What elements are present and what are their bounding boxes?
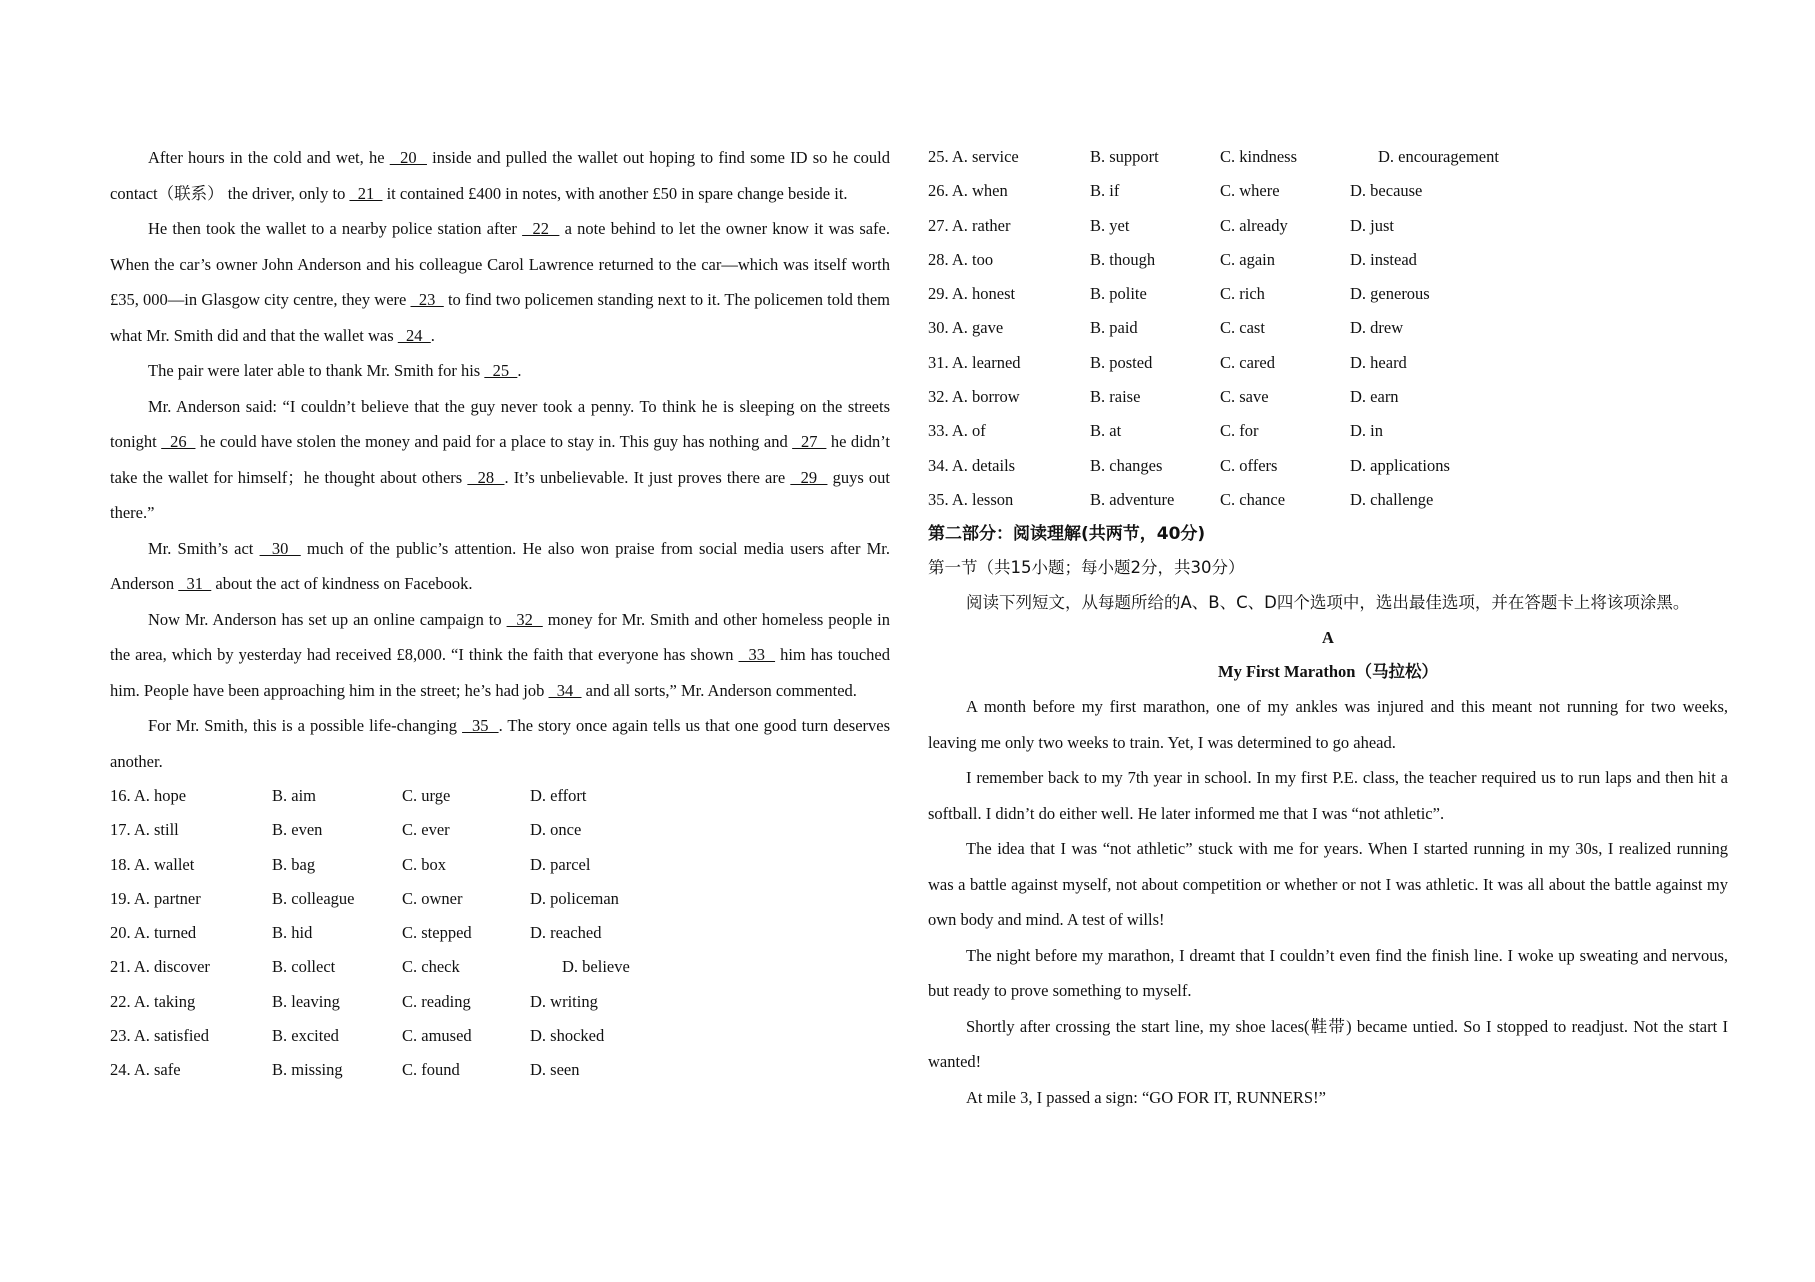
option-d: D. writing (530, 991, 598, 1011)
option-c: C. offers (1220, 455, 1278, 475)
answer-blank: 26 (161, 432, 196, 451)
option-d: D. just (1350, 215, 1395, 235)
passage-paragraph (110, 353, 890, 389)
question-row (110, 1053, 890, 1087)
answer-blank: 21 (349, 183, 383, 203)
answer-blank: 20 (389, 148, 427, 167)
option-c: C. box (402, 854, 447, 874)
passage-paragraph (110, 602, 890, 709)
option-c: C. cast (1220, 318, 1265, 338)
question-number-option-a: 21. A. discover (110, 957, 210, 977)
option-d: D. once (530, 820, 582, 840)
question-number-option-a: 26. A. when (928, 181, 1008, 201)
question-number-option-a: 33. A. of (928, 421, 986, 441)
option-c: C. amused (402, 1026, 472, 1046)
reading-paragraph: The idea that I was “not athletic” stuck with me for years. When I started running in my 30s, I realized running was a battle against myself, not about competition or whether or not I was athletic. It was all about the battle against my own body and mind. A test of wills! (928, 839, 1728, 930)
option-c: C. rich (1220, 284, 1265, 304)
question-number-option-a: 16. A. hope (110, 786, 187, 805)
option-b: B. adventure (1090, 489, 1175, 509)
passage-text: The pair were later able to thank Mr. Smith for his (148, 361, 485, 380)
option-b: B. even (272, 820, 323, 840)
question-row (928, 346, 1728, 380)
option-b: B. if (1090, 181, 1120, 201)
passage-title: My First Marathon（马拉松） (1218, 662, 1438, 682)
option-c: C. where (1220, 181, 1280, 201)
reading-paragraph: I remember back to my 7th year in school. In my first P.E. class, the teacher required us to run laps and then hit a softball. I didn’t do either well. He later informed me that I was “not athletic”. (928, 768, 1728, 823)
answer-blank: 28 (467, 467, 505, 487)
passage-text: For Mr. Smith, this is a possible life-changing (148, 716, 463, 735)
question-number-option-a: 35. A. lesson (928, 489, 1014, 509)
option-c: C. for (1220, 421, 1259, 441)
option-d: D. heard (1350, 352, 1407, 372)
answer-blank: 35 (462, 716, 499, 735)
option-c: C. kindness (1220, 147, 1298, 166)
option-d: D. in (1350, 421, 1383, 441)
option-b: B. changes (1090, 455, 1163, 475)
option-c: C. already (1220, 215, 1288, 235)
passage-text: inside and pulled the wallet out hoping to find some ID so he could contact（联系） the driver, only to (110, 148, 890, 203)
question-number-option-a: 22. A. taking (110, 991, 196, 1011)
option-d: D. effort (530, 786, 587, 805)
option-c: C. owner (402, 888, 463, 908)
question-row (928, 209, 1728, 243)
reading-paragraph: The night before my marathon, I dreamt that I couldn’t even find the finish line. I woke up sweating and nervous, but ready to prove something to myself. (928, 945, 1728, 1001)
option-b: B. paid (1090, 318, 1138, 338)
passage-paragraph (110, 531, 890, 602)
instructions: 阅读下列短文，从每题所给的A、B、C、D四个选项中，选出最佳选项，并在答题卡上将该项涂黑。 (966, 593, 1690, 613)
option-d: D. because (1350, 181, 1423, 201)
passage-text: much of the public’s attention. He also won praise from social media users after Mr. Anderson (110, 538, 891, 593)
passage-text: He then took the wallet to a nearby police station after (148, 219, 523, 238)
question-number-option-a: 20. A. turned (110, 923, 197, 943)
question-row (110, 882, 890, 916)
option-b: B. aim (272, 786, 316, 805)
question-number-option-a: 29. A. honest (928, 284, 1016, 304)
answer-blank: 23 (410, 290, 444, 309)
answer-blank: 34 (548, 680, 582, 700)
cloze-passage (110, 140, 890, 779)
section-subtitle: 第一节（共15小题；每小题2分，共30分） (928, 558, 1245, 578)
passage-text: a note behind to let the owner know it was safe. When the car’s owner John Anderson and his colleague Carol Lawrence returned to the car—which was itself worth £35, 000—in Glasgow city centre, they were (110, 219, 891, 309)
answer-blank: 32 (506, 609, 543, 629)
passage-text: he could have stolen the money and paid for a place to stay in. This guy has nothing and (195, 432, 793, 451)
reading-paragraph: At mile 3, I passed a sign: “GO FOR IT, RUNNERS!” (966, 1087, 1326, 1107)
answer-blank: 22 (522, 219, 560, 238)
passage-text: he didn’t take the wallet for himself；he thought about others (110, 432, 890, 487)
passage-paragraph (110, 389, 890, 531)
option-b: B. colleague (272, 888, 355, 908)
question-number-option-a: 24. A. safe (110, 1060, 181, 1080)
question-row (110, 916, 890, 950)
question-row (928, 311, 1728, 345)
answer-blank: 29 (790, 467, 828, 487)
option-c: C. cared (1220, 352, 1275, 372)
option-b: B. hid (272, 923, 313, 943)
option-b: B. polite (1090, 284, 1147, 304)
option-d: D. reached (530, 923, 602, 943)
passage-text: it contained £400 in notes, with another £50 in spare change beside it. (382, 183, 848, 203)
option-d: D. applications (1350, 455, 1450, 475)
option-b: B. raise (1090, 387, 1141, 407)
option-b: B. missing (272, 1060, 343, 1080)
answer-blank: 33 (738, 645, 776, 664)
cloze-options-list-continued (928, 140, 1728, 517)
question-number-option-a: 32. A. borrow (928, 387, 1020, 407)
passage-text: Mr. Smith’s act (148, 538, 260, 558)
option-c: C. chance (1220, 489, 1286, 509)
option-b: B. bag (272, 854, 316, 874)
passage-text: . It’s unbelievable. It just proves there are (504, 467, 791, 487)
option-b: B. at (1090, 421, 1122, 441)
left-column (110, 140, 890, 1088)
answer-blank: 24 (397, 325, 431, 345)
question-row (110, 950, 890, 984)
passage-text: . (517, 361, 522, 380)
option-d: D. parcel (530, 854, 591, 874)
question-row (928, 483, 1728, 517)
passage-text: money for Mr. Smith and other homeless people in the area, which by yesterday had received £8,000. “I think the faith that everyone has shown (110, 609, 891, 664)
question-row (110, 813, 890, 847)
cloze-options-list (110, 779, 890, 1088)
passage-text: and all sorts,” Mr. Anderson commented. (581, 680, 857, 700)
option-d: D. drew (1350, 318, 1404, 338)
option-c: C. found (402, 1060, 460, 1080)
passage-paragraph (110, 140, 890, 211)
reading-paragraph: A month before my first marathon, one of my ankles was injured and this meant not running for two weeks, leaving me only two weeks to train. Yet, I was determined to go ahead. (928, 697, 1728, 752)
passage-text: Mr. Anderson said: “I couldn’t believe that the guy never took a penny. To think he is sleeping on the streets tonight (110, 396, 890, 451)
option-b: B. leaving (272, 991, 340, 1011)
question-row (928, 449, 1728, 483)
passage-paragraph (110, 708, 890, 779)
question-row (928, 243, 1728, 277)
passage-letter: A (1322, 628, 1334, 648)
question-row (928, 277, 1728, 311)
option-d: D. seen (530, 1060, 580, 1080)
option-b: B. collect (272, 957, 336, 977)
option-d: D. believe (562, 957, 630, 977)
option-b: B. yet (1090, 215, 1130, 235)
option-c: C. ever (402, 820, 450, 840)
option-c: C. reading (402, 991, 471, 1011)
option-d: D. instead (1350, 249, 1417, 269)
question-row (928, 140, 1728, 174)
answer-blank: 30 (259, 538, 301, 558)
reading-passage (928, 689, 1728, 1115)
option-c: C. again (1220, 249, 1275, 269)
passage-text: . (430, 325, 435, 345)
question-number-option-a: 17. A. still (110, 820, 179, 840)
question-row (928, 174, 1728, 208)
passage-text: to find two policemen standing next to it. The policemen told them what Mr. Smith did and that the wallet was (110, 290, 891, 345)
passage-text: him has touched him. People have been approaching him in the street; he’s had job (110, 645, 890, 700)
question-row (110, 985, 890, 1019)
passage-text: Now Mr. Anderson has set up an online campaign to (148, 609, 507, 629)
passage-paragraph (110, 211, 890, 353)
question-row (110, 779, 890, 813)
question-number-option-a: 23. A. satisfied (110, 1026, 209, 1046)
option-c: C. save (1220, 387, 1269, 407)
passage-text: . The story once again tells us that one good turn deserves another. (110, 716, 891, 771)
option-c: C. stepped (402, 923, 472, 943)
question-row (110, 848, 890, 882)
option-b: B. posted (1090, 352, 1153, 372)
option-b: B. though (1090, 249, 1156, 269)
passage-text: After hours in the cold and wet, he (148, 148, 390, 167)
question-number-option-a: 30. A. gave (928, 318, 1004, 338)
question-number-option-a: 31. A. learned (928, 352, 1021, 372)
question-number-option-a: 19. A. partner (110, 888, 201, 908)
question-number-option-a: 25. A. service (928, 147, 1019, 166)
option-d: D. earn (1350, 387, 1399, 407)
option-b: B. excited (272, 1026, 339, 1046)
question-row (928, 414, 1728, 448)
question-number-option-a: 18. A. wallet (110, 854, 195, 874)
section-title: 第二部分：阅读理解(共两节，40分) (928, 524, 1206, 545)
question-row (928, 380, 1728, 414)
answer-blank: 27 (792, 432, 827, 451)
question-row (110, 1019, 890, 1053)
option-c: C. urge (402, 786, 451, 805)
passage-text: guys out there.” (110, 467, 891, 522)
reading-paragraph: Shortly after crossing the start line, my shoe laces(鞋带) became untied. So I stopped to readjust. Not the start I wanted! (928, 1016, 1728, 1072)
option-d: D. generous (1350, 284, 1430, 304)
question-number-option-a: 34. A. details (928, 455, 1016, 475)
passage-text: about the act of kindness on Facebook. (211, 574, 473, 593)
option-b: B. support (1090, 147, 1159, 166)
option-c: C. check (402, 957, 460, 977)
right-column (928, 140, 1728, 1115)
question-number-option-a: 27. A. rather (928, 215, 1011, 235)
question-number-option-a: 28. A. too (928, 249, 994, 269)
answer-blank: 25 (484, 361, 518, 380)
option-d: D. encouragement (1378, 147, 1499, 166)
option-d: D. shocked (530, 1026, 605, 1046)
answer-blank: 31 (178, 574, 212, 593)
option-d: D. policeman (530, 888, 619, 908)
option-d: D. challenge (1350, 489, 1434, 509)
